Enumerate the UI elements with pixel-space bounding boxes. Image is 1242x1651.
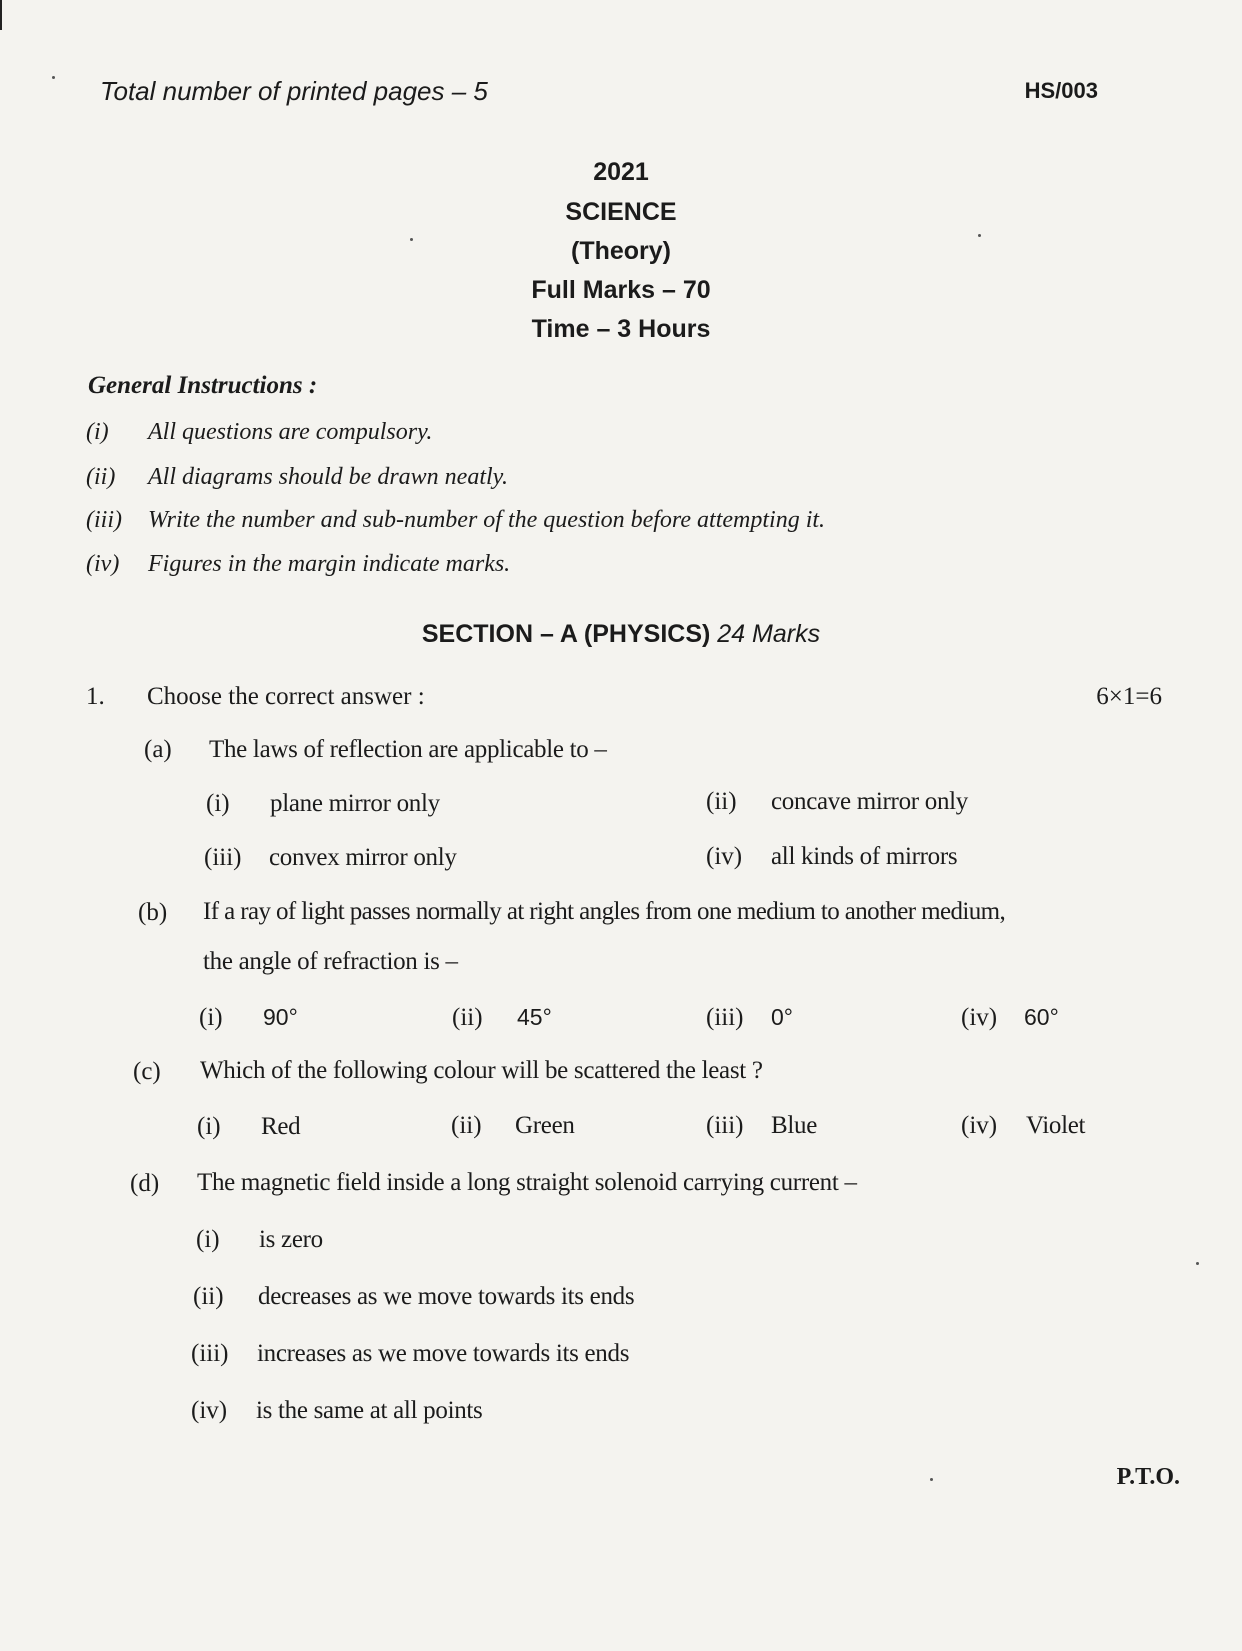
exam-subject: SCIENCE xyxy=(565,198,677,226)
subquestion-text: If a ray of light passes normally at right angles from one medium to another medium, xyxy=(203,898,1006,925)
instruction-number: (iv) xyxy=(86,551,120,577)
instruction-number: (iii) xyxy=(86,507,122,533)
option-number: (ii) xyxy=(193,1283,224,1310)
instruction-item xyxy=(86,419,1086,451)
option-text: Green xyxy=(515,1112,575,1139)
instruction-number: (ii) xyxy=(86,464,116,490)
option-number: (iv) xyxy=(706,843,743,870)
option-text: 45° xyxy=(517,1004,552,1030)
option-number: (ii) xyxy=(706,788,737,815)
scan-edge-mark xyxy=(0,0,2,30)
instruction-item xyxy=(86,551,1086,583)
instruction-text: Write the number and sub-number of the question before attempting it. xyxy=(148,507,826,533)
option-text: 90° xyxy=(263,1004,298,1030)
option-number: (iii) xyxy=(706,1004,744,1031)
instruction-number: (i) xyxy=(86,419,109,445)
question-text: Choose the correct answer : xyxy=(147,683,425,710)
option-number: (i) xyxy=(206,790,230,817)
subquestion-text-continued: the angle of refraction is – xyxy=(203,948,458,975)
option-number: (iv) xyxy=(961,1004,998,1031)
exam-paper-type: (Theory) xyxy=(571,237,671,265)
subquestion-label: (a) xyxy=(144,736,172,763)
option-text: 0° xyxy=(771,1004,793,1030)
option-number: (iv) xyxy=(191,1397,228,1424)
scan-speck xyxy=(1196,1262,1199,1265)
exam-year: 2021 xyxy=(593,158,649,186)
option-number: (iv) xyxy=(961,1112,998,1139)
option-text: all kinds of mirrors xyxy=(771,843,958,870)
option-number: (i) xyxy=(197,1113,221,1140)
option-text: is zero xyxy=(259,1226,323,1253)
instruction-item xyxy=(86,507,1086,539)
option-text: is the same at all points xyxy=(256,1397,483,1424)
option-text: Blue xyxy=(771,1112,818,1139)
option-number: (i) xyxy=(199,1004,223,1031)
option-text: Violet xyxy=(1026,1112,1086,1139)
option-text: Red xyxy=(261,1113,301,1140)
scan-speck xyxy=(930,1478,933,1481)
option-number: (i) xyxy=(196,1226,220,1253)
option-number: (ii) xyxy=(452,1004,483,1031)
option-number: (iii) xyxy=(204,844,242,871)
question-marks: 6×1=6 xyxy=(1096,683,1162,710)
section-marks: 24 Marks xyxy=(717,620,821,648)
option-text: concave mirror only xyxy=(771,788,968,815)
subquestion-label: (d) xyxy=(130,1170,160,1197)
subquestion-label: (c) xyxy=(133,1058,161,1085)
option-text: 60° xyxy=(1024,1004,1059,1030)
paper-code: HS/003 xyxy=(1024,78,1098,103)
instruction-item xyxy=(86,464,1086,496)
exam-time: Time – 3 Hours xyxy=(531,315,711,343)
option-text: plane mirror only xyxy=(270,790,440,817)
section-heading xyxy=(0,620,1242,649)
instruction-text: All diagrams should be drawn neatly. xyxy=(148,464,508,490)
question-number: 1. xyxy=(86,683,105,710)
instruction-text: All questions are compulsory. xyxy=(148,419,433,445)
option-text: decreases as we move towards its ends xyxy=(258,1283,635,1310)
option-number: (ii) xyxy=(451,1112,482,1139)
printed-pages-note: Total number of printed pages – 5 xyxy=(100,76,488,106)
option-text: convex mirror only xyxy=(269,844,457,871)
subquestion-text: The laws of reflection are applicable to – xyxy=(209,736,607,763)
option-number: (iii) xyxy=(191,1340,229,1367)
instructions-heading: General Instructions : xyxy=(88,372,318,399)
subquestion-text: The magnetic field inside a long straight solenoid carrying current – xyxy=(197,1169,857,1196)
page-turn-over: P.T.O. xyxy=(1116,1464,1180,1490)
scan-speck xyxy=(52,76,55,79)
option-number: (iii) xyxy=(706,1112,744,1139)
full-marks: Full Marks – 70 xyxy=(531,276,711,304)
instruction-text: Figures in the margin indicate marks. xyxy=(148,551,511,577)
option-text: increases as we move towards its ends xyxy=(257,1340,630,1367)
section-title: SECTION – A (PHYSICS) xyxy=(421,620,711,648)
subquestion-label: (b) xyxy=(138,899,168,926)
subquestion-text: Which of the following colour will be scattered the least ? xyxy=(200,1057,763,1084)
